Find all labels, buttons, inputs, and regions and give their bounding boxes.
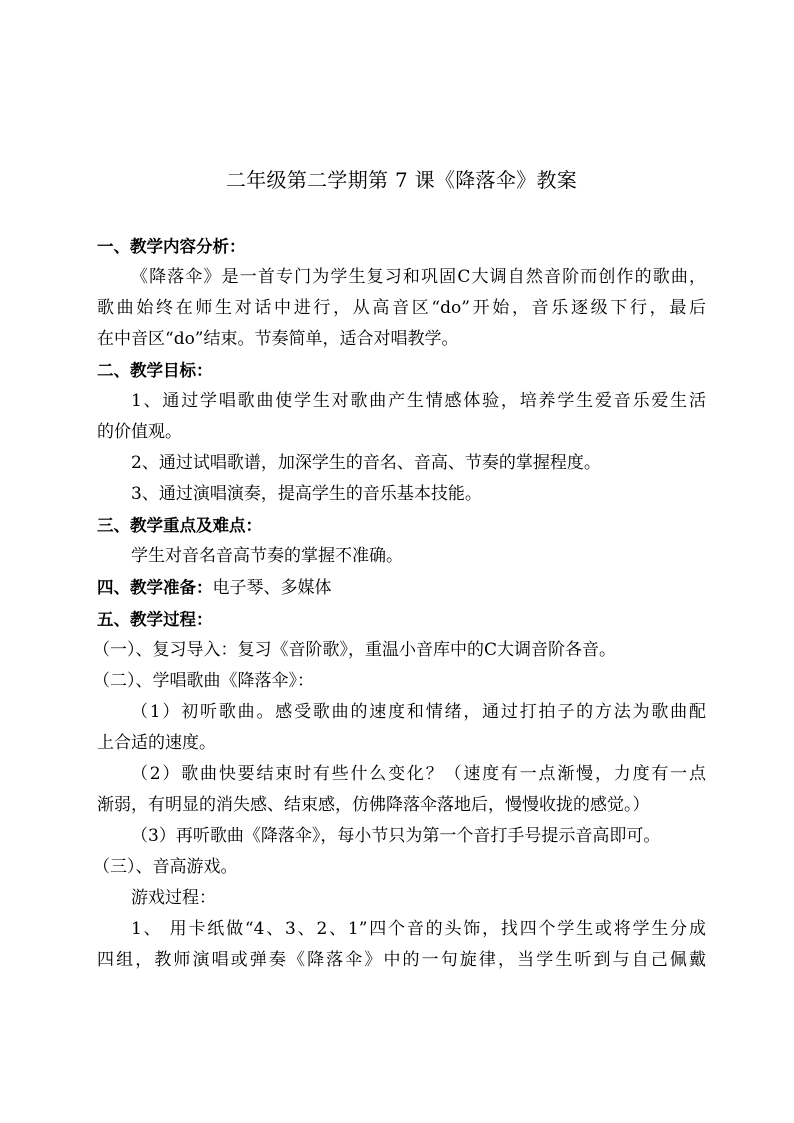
paragraph-line: 《降落伞》是一首专门为学生复习和巩固C大调自然音阶而创作的歌曲， bbox=[131, 267, 706, 287]
document-title: 二年级第二学期第 7 课《降落伞》教案 bbox=[225, 168, 578, 192]
goal-item-3: 3、通过演唱演奏，提高学生的音乐基本技能。 bbox=[131, 484, 482, 504]
goal-item-2: 2、通过试唱歌谱，加深学生的音名、音高、节奏的掌握程度。 bbox=[131, 453, 601, 473]
key-points-text: 学生对音名音高节奏的掌握不准确。 bbox=[131, 546, 403, 566]
section-heading-teaching-goals: 二、教学目标： bbox=[97, 361, 213, 380]
preparation-text: 电子琴、多媒体 bbox=[212, 578, 332, 598]
section-heading-teaching-process: 五、教学过程： bbox=[97, 610, 213, 629]
game-step-1-line: 四组，教师演唱或弹奏《降落伞》中的一句旋律，当学生听到与自己佩戴 bbox=[97, 950, 706, 970]
paragraph-line: 在中音区“do”结束。节奏简单，适合对唱教学。 bbox=[97, 329, 459, 349]
section-heading-content-analysis: 一、教学内容分析： bbox=[97, 237, 246, 256]
process-step-2: （二）、学唱歌曲《降落伞》： bbox=[93, 671, 314, 691]
process-step-2-1-line: （1）初听歌曲。感受歌曲的速度和情绪，通过打拍子的方法为歌曲配 bbox=[131, 702, 706, 722]
process-step-1: （一）、复习导入：复习《音阶歌》，重温小音库中的C大调音阶各音。 bbox=[93, 640, 617, 660]
game-intro: 游戏过程： bbox=[131, 888, 216, 908]
section-heading-key-points: 三、教学重点及难点： bbox=[97, 516, 262, 535]
process-step-3: （三）、音高游戏。 bbox=[93, 857, 238, 877]
process-step-2-1-line: 上合适的速度。 bbox=[97, 733, 216, 753]
paragraph-line: 歌曲始终在师生对话中进行，从高音区“do”开始，音乐逐级下行，最后 bbox=[97, 298, 706, 318]
game-step-1-line: 1、 用卡纸做“4、3、2、1”四个音的头饰，找四个学生或将学生分成 bbox=[131, 919, 706, 939]
section-heading-preparation: 四、教学准备： bbox=[97, 578, 213, 597]
process-step-2-2-line: 渐弱，有明显的消失感、结束感，仿佛降落伞落地后，慢慢收拢的感觉。） bbox=[97, 795, 650, 815]
teaching-preparation bbox=[97, 572, 706, 604]
process-step-2-2-line: （2）歌曲快要结束时有些什么变化？（速度有一点渐慢，力度有一点 bbox=[131, 764, 706, 784]
goal-item-1-line: 的价值观。 bbox=[97, 422, 182, 442]
goal-item-1-line: 1、通过学唱歌曲使学生对歌曲产生情感体验，培养学生爱音乐爱生活 bbox=[131, 391, 706, 411]
process-step-2-3: （3）再听歌曲《降落伞》，每小节只为第一个音打手号提示音高即可。 bbox=[131, 826, 661, 846]
